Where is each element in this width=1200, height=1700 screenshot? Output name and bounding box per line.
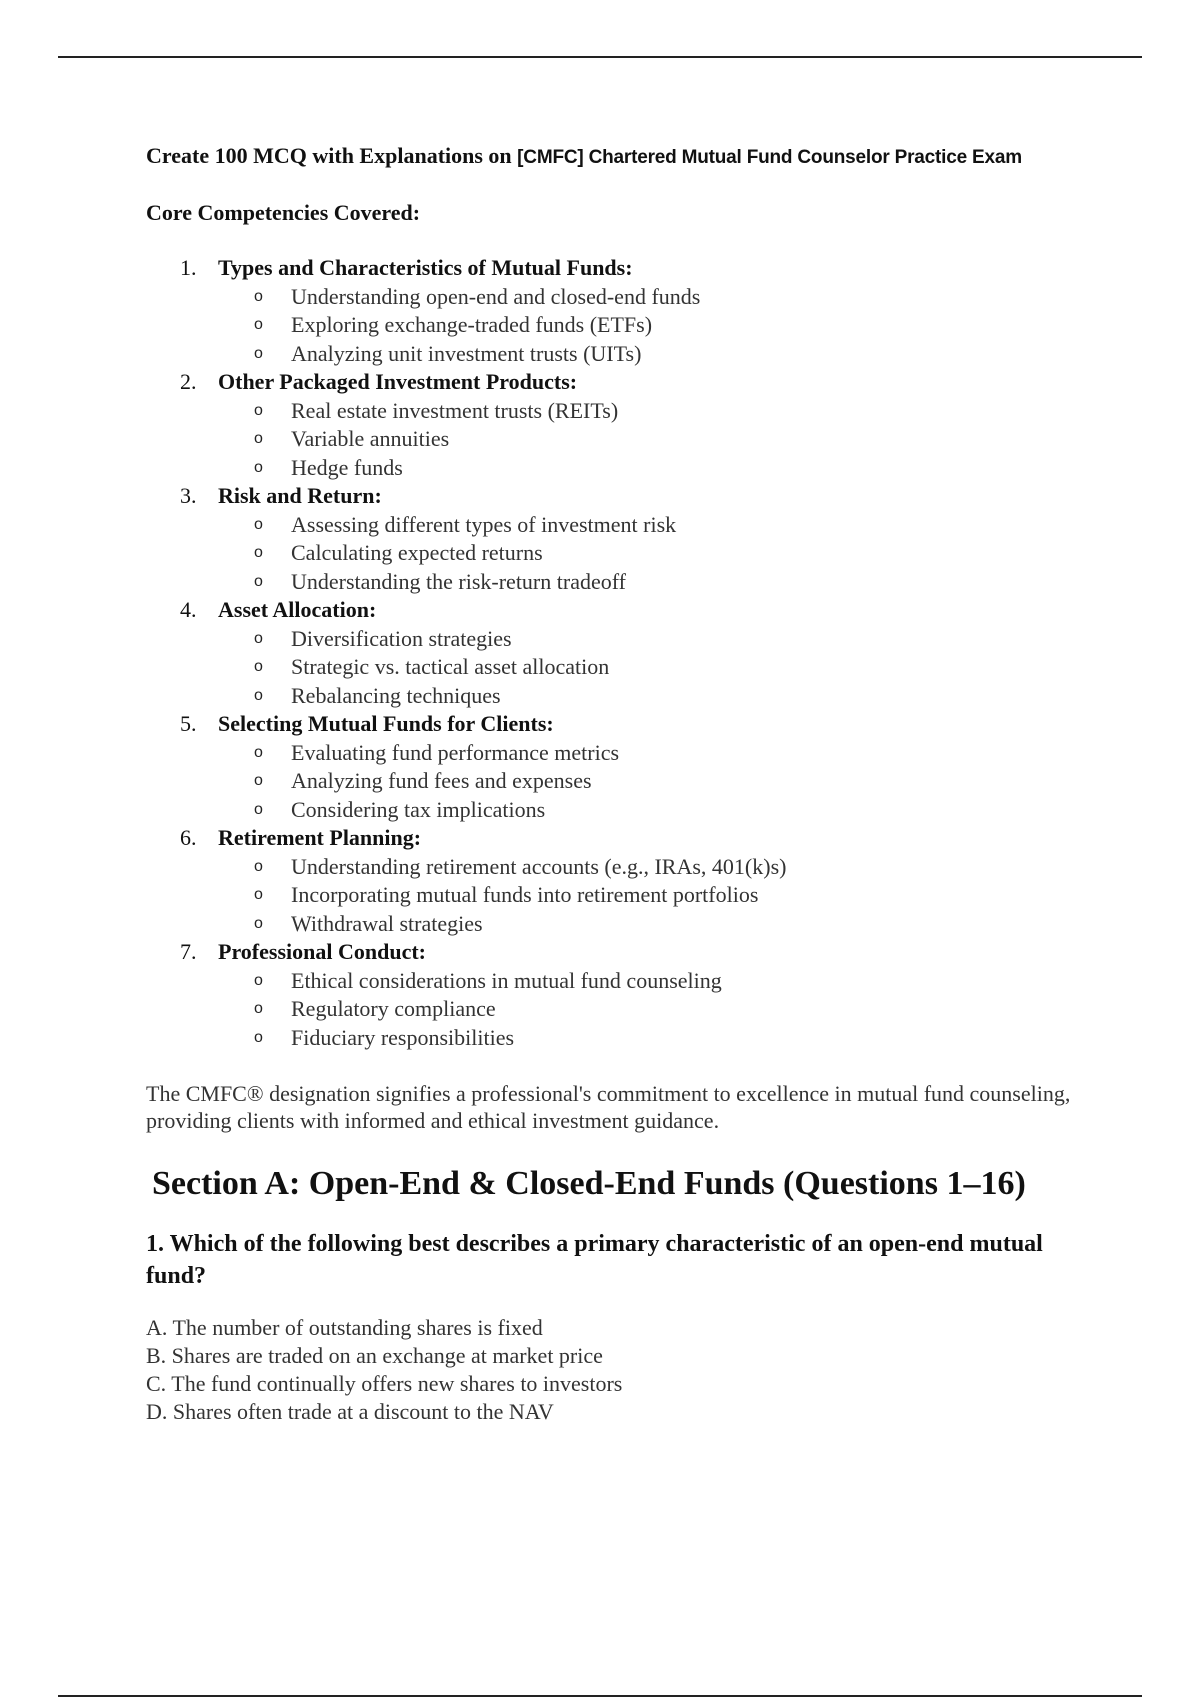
section-title: Section A: Open-End & Closed-End Funds (Questions 1–16) [152, 1165, 1026, 1202]
competency-heading [146, 596, 1106, 625]
competency-heading [146, 710, 1106, 739]
title-prefix: Create 100 MCQ with Explanations on [146, 143, 518, 168]
sub-topic-item [146, 1024, 1106, 1053]
circle-bullet-icon: o [254, 743, 263, 761]
competency-title: Professional Conduct: [218, 939, 426, 964]
circle-bullet-icon: o [254, 544, 263, 561]
competency-item [146, 368, 1106, 482]
sub-topic-list [146, 853, 1106, 939]
sub-topic-list [146, 511, 1106, 597]
sub-topic-item [146, 397, 1106, 426]
competency-item [146, 938, 1106, 1052]
sub-topic-text: Diversification strategies [291, 625, 512, 651]
sub-topic-text: Exploring exchange-traded funds (ETFs) [291, 312, 653, 337]
question-text: 1. Which of the following best describes a primary characteristic of an open-end mutual fund? [146, 1231, 1043, 1289]
sub-topic-item [146, 682, 1106, 711]
answer-option: A. The number of outstanding shares is fixed [146, 1315, 543, 1340]
sub-topic-item [146, 311, 1106, 340]
sub-topic-item [146, 625, 1106, 654]
competency-title: Selecting Mutual Funds for Clients: [218, 711, 554, 736]
sub-topic-text: Understanding retirement accounts (e.g., IRAs, 401(k)s) [291, 853, 787, 879]
summary-paragraph: The CMFC® designation signifies a professional's commitment to excellence in mutual fund counseling, providing clients with informed and ethical investment guidance. [146, 1081, 1071, 1133]
competency-number: 6. [180, 825, 197, 850]
circle-bullet-icon: o [254, 1028, 263, 1046]
sub-topic-item [146, 739, 1106, 768]
competency-list [146, 254, 1106, 1052]
sub-topic-list [146, 283, 1106, 369]
sub-topic-text: Real estate investment trusts (REITs) [291, 397, 619, 423]
circle-bullet-icon: o [254, 316, 263, 333]
competency-item [146, 710, 1106, 824]
competency-heading [146, 938, 1106, 967]
document-body [146, 140, 1106, 1426]
circle-bullet-icon: o [254, 857, 263, 875]
circle-bullet-icon: o [254, 515, 263, 533]
circle-bullet-icon: o [254, 1000, 263, 1017]
document-title [146, 140, 1106, 174]
sub-topic-item [146, 568, 1106, 597]
competency-number: 1. [180, 255, 197, 280]
circle-bullet-icon: o [254, 572, 263, 590]
answer-option: B. Shares are traded on an exchange at market price [146, 1343, 603, 1368]
circle-bullet-icon: o [254, 344, 263, 362]
sub-topic-text: Rebalancing techniques [291, 682, 501, 708]
sub-topic-list [146, 739, 1106, 825]
sub-topic-item [146, 425, 1106, 454]
competency-title: Retirement Planning: [218, 825, 422, 850]
sub-topic-text: Regulatory compliance [291, 996, 496, 1021]
sub-topic-item [146, 967, 1106, 996]
competency-title: Asset Allocation: [218, 597, 377, 622]
competency-title: Risk and Return: [218, 483, 382, 508]
sub-topic-text: Hedge funds [291, 454, 403, 480]
competency-item [146, 824, 1106, 938]
sub-topic-text: Calculating expected returns [291, 540, 543, 565]
sub-topic-item [146, 283, 1106, 312]
sub-topic-text: Analyzing unit investment trusts (UITs) [291, 340, 642, 366]
sub-topic-item [146, 511, 1106, 540]
sub-topic-list [146, 397, 1106, 483]
sub-topic-text: Analyzing fund fees and expenses [291, 768, 592, 793]
sub-topic-text: Strategic vs. tactical asset allocation [291, 654, 610, 679]
sub-topic-text: Understanding open-end and closed-end funds [291, 283, 701, 309]
competency-item [146, 482, 1106, 596]
sub-topic-text: Assessing different types of investment risk [291, 511, 677, 537]
circle-bullet-icon: o [254, 800, 263, 818]
sub-topic-text: Understanding the risk-return tradeoff [291, 568, 626, 594]
competency-heading [146, 482, 1106, 511]
sub-topic-item [146, 653, 1106, 682]
answer-options [146, 1314, 1106, 1426]
sub-topic-item [146, 767, 1106, 796]
sub-topic-item [146, 910, 1106, 939]
competency-number: 4. [180, 597, 197, 622]
competency-heading [146, 254, 1106, 283]
competency-heading [146, 368, 1106, 397]
answer-option: D. Shares often trade at a discount to the NAV [146, 1399, 554, 1424]
sub-topic-item [146, 539, 1106, 568]
circle-bullet-icon: o [254, 772, 263, 789]
competency-item [146, 254, 1106, 368]
circle-bullet-icon: o [254, 971, 263, 989]
competency-item [146, 596, 1106, 710]
sub-topic-item [146, 995, 1106, 1024]
header-rule [58, 56, 1142, 58]
circle-bullet-icon: o [254, 658, 263, 675]
sub-topic-item [146, 881, 1106, 910]
sub-topic-list [146, 967, 1106, 1053]
sub-topic-list [146, 625, 1106, 711]
answer-option: C. The fund continually offers new shares to investors [146, 1371, 623, 1396]
sub-topic-text: Withdrawal strategies [291, 910, 483, 936]
competency-number: 2. [180, 369, 197, 394]
sub-topic-text: Incorporating mutual funds into retirement portfolios [291, 882, 759, 907]
footer-rule [58, 1695, 1142, 1697]
competency-number: 5. [180, 711, 197, 736]
sub-topic-text: Considering tax implications [291, 796, 546, 822]
sub-topic-item [146, 340, 1106, 369]
circle-bullet-icon: o [254, 458, 263, 476]
sub-topic-text: Ethical considerations in mutual fund counseling [291, 967, 722, 993]
circle-bullet-icon: o [254, 629, 263, 647]
sub-topic-item [146, 454, 1106, 483]
circle-bullet-icon: o [254, 886, 263, 903]
competency-heading [146, 824, 1106, 853]
sub-topic-text: Evaluating fund performance metrics [291, 739, 620, 765]
competency-title: Other Packaged Investment Products: [218, 369, 578, 394]
sub-topic-item [146, 796, 1106, 825]
competency-number: 3. [180, 483, 197, 508]
sub-topic-text: Fiduciary responsibilities [291, 1024, 515, 1050]
competencies-heading: Core Competencies Covered: [146, 200, 421, 225]
title-exam-name: [CMFC] Chartered Mutual Fund Counselor Practice Exam [517, 147, 1022, 168]
circle-bullet-icon: o [254, 914, 263, 932]
competency-number: 7. [180, 939, 197, 964]
circle-bullet-icon: o [254, 686, 263, 704]
circle-bullet-icon: o [254, 430, 263, 447]
sub-topic-item [146, 853, 1106, 882]
circle-bullet-icon: o [254, 287, 263, 305]
competency-title: Types and Characteristics of Mutual Funds: [218, 255, 633, 280]
circle-bullet-icon: o [254, 401, 263, 419]
sub-topic-text: Variable annuities [291, 426, 450, 451]
